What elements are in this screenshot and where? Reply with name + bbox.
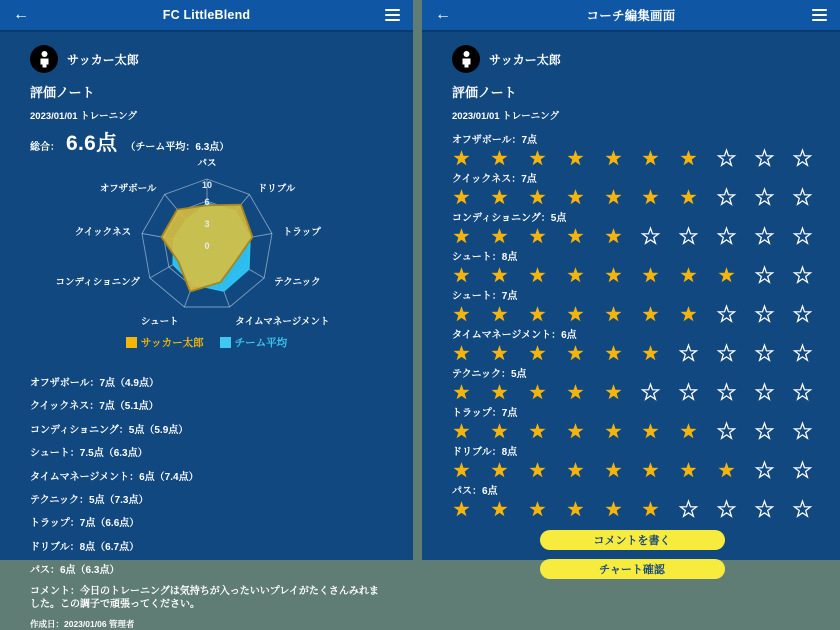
star-filled-icon[interactable]: [452, 149, 471, 168]
star-filled-icon[interactable]: [604, 500, 623, 519]
star-rating: [452, 499, 812, 520]
star-empty-icon[interactable]: [755, 500, 774, 519]
legend-item: [126, 335, 204, 350]
star-filled-icon[interactable]: [566, 266, 585, 285]
radar-chart: [0, 157, 413, 334]
star-filled-icon[interactable]: [490, 422, 509, 441]
skill-score-item: オフザボール：7点（4.9点）: [30, 378, 159, 389]
legend-label: サッカー太郎: [140, 337, 204, 349]
chart-view-screen: [0, 0, 413, 629]
rating-row: [452, 170, 812, 208]
player-name: サッカー太郎: [489, 52, 561, 67]
radar-axis-label: テクニック: [274, 277, 321, 288]
rating-label: トラップ：7点: [452, 408, 518, 419]
star-empty-icon[interactable]: [755, 383, 774, 402]
star-empty-icon[interactable]: [793, 383, 812, 402]
skill-score-item: パス：6点（6.3点）: [30, 565, 120, 577]
star-empty-icon[interactable]: [755, 305, 774, 324]
star-filled-icon[interactable]: [528, 344, 547, 363]
star-filled-icon[interactable]: [528, 266, 547, 285]
note-date: 2023/01/01 トレーニング: [452, 111, 559, 122]
total-score-row: [30, 127, 385, 157]
star-filled-icon[interactable]: [717, 461, 736, 480]
appbar-left: [0, 0, 413, 32]
rating-label: シュート：7点: [452, 291, 518, 302]
star-filled-icon[interactable]: [604, 344, 623, 363]
star-empty-icon[interactable]: [717, 500, 736, 519]
back-arrow-icon[interactable]: ←: [13, 6, 29, 23]
radar-axis-label: コンディショニング: [55, 277, 140, 288]
star-empty-icon[interactable]: [717, 305, 736, 324]
radar-tick-label: 3: [204, 219, 210, 229]
star-filled-icon[interactable]: [490, 149, 509, 168]
star-filled-icon[interactable]: [490, 461, 509, 480]
radar-chart-svg: [0, 157, 413, 329]
rating-row: [452, 482, 812, 520]
rating-row: [452, 443, 812, 481]
person-icon: [36, 50, 53, 68]
star-empty-icon[interactable]: [793, 188, 812, 207]
star-rating: [452, 304, 812, 325]
star-filled-icon[interactable]: [641, 461, 660, 480]
skill-score-item: コンディショニング：5点（5.9点）: [30, 424, 189, 436]
rating-list: [452, 131, 812, 520]
star-empty-icon[interactable]: [679, 500, 698, 519]
rating-row: [452, 131, 812, 169]
star-filled-icon[interactable]: [679, 305, 698, 324]
radar-axis-label: ドリブル: [257, 183, 296, 195]
star-empty-icon[interactable]: [717, 383, 736, 402]
skill-score-item: トラップ：7点（6.6点）: [30, 518, 140, 530]
radar-axis-label: クイックネス: [74, 227, 132, 239]
star-filled-icon[interactable]: [528, 500, 547, 519]
star-filled-icon[interactable]: [566, 227, 585, 246]
note-title: 評価ノート: [30, 85, 95, 100]
skill-score-item: ドリブル：8点（6.7点）: [30, 541, 140, 553]
star-filled-icon[interactable]: [490, 188, 509, 207]
star-filled-icon[interactable]: [679, 461, 698, 480]
star-filled-icon[interactable]: [604, 188, 623, 207]
rating-row: [452, 326, 812, 364]
star-filled-icon[interactable]: [452, 461, 471, 480]
star-rating: [452, 460, 812, 481]
total-score: 6.6点: [66, 132, 118, 155]
star-rating: [452, 382, 812, 403]
star-filled-icon[interactable]: [452, 266, 471, 285]
star-filled-icon[interactable]: [679, 188, 698, 207]
rating-label: ドリブル：8点: [452, 447, 518, 458]
star-filled-icon[interactable]: [528, 461, 547, 480]
star-filled-icon[interactable]: [641, 344, 660, 363]
player-profile: [452, 45, 812, 73]
skill-score-list: [30, 374, 385, 576]
star-filled-icon[interactable]: [452, 305, 471, 324]
person-icon: [458, 50, 475, 68]
star-filled-icon[interactable]: [490, 305, 509, 324]
star-filled-icon[interactable]: [490, 266, 509, 285]
star-empty-icon[interactable]: [793, 149, 812, 168]
skill-score-item: クイックネス：7点（5.1点）: [30, 401, 159, 413]
star-empty-icon[interactable]: [717, 227, 736, 246]
star-empty-icon[interactable]: [717, 149, 736, 168]
app-title: FC LittleBlend: [162, 8, 251, 22]
star-empty-icon[interactable]: [793, 500, 812, 519]
team-average: （チーム平均：6.3点）: [125, 142, 230, 153]
star-filled-icon[interactable]: [604, 305, 623, 324]
star-rating: [452, 187, 812, 208]
created-date: 作成日：2023/01/06 管理者: [30, 618, 135, 629]
screen-title: コーチ編集画面: [586, 9, 676, 23]
star-empty-icon[interactable]: [755, 422, 774, 441]
player-avatar-icon: [30, 45, 58, 73]
star-filled-icon[interactable]: [604, 266, 623, 285]
appbar-right: [422, 0, 840, 32]
star-filled-icon[interactable]: [641, 422, 660, 441]
star-filled-icon[interactable]: [452, 344, 471, 363]
star-empty-icon[interactable]: [717, 344, 736, 363]
check-chart-button[interactable]: チャート確認: [540, 559, 725, 579]
star-filled-icon[interactable]: [528, 305, 547, 324]
write-comment-button[interactable]: コメントを書く: [540, 530, 725, 550]
star-filled-icon[interactable]: [641, 500, 660, 519]
player-avatar-icon: [452, 45, 480, 73]
star-filled-icon[interactable]: [452, 227, 471, 246]
radar-axis-label: パス: [197, 158, 217, 169]
total-label: 総合：: [30, 142, 60, 153]
player-name: サッカー太郎: [67, 52, 139, 67]
star-empty-icon[interactable]: [793, 461, 812, 480]
skill-score-item: シュート：7.5点（6.3点）: [30, 448, 148, 460]
radar-axis-label: トラップ: [282, 227, 321, 239]
star-rating: [452, 265, 812, 286]
star-filled-icon[interactable]: [679, 266, 698, 285]
star-empty-icon[interactable]: [717, 188, 736, 207]
star-filled-icon[interactable]: [490, 227, 509, 246]
star-filled-icon[interactable]: [566, 188, 585, 207]
legend-swatch: [126, 337, 137, 348]
star-filled-icon[interactable]: [717, 266, 736, 285]
star-empty-icon[interactable]: [793, 227, 812, 246]
star-filled-icon[interactable]: [528, 422, 547, 441]
star-empty-icon[interactable]: [793, 266, 812, 285]
star-filled-icon[interactable]: [566, 344, 585, 363]
star-empty-icon[interactable]: [755, 149, 774, 168]
star-filled-icon[interactable]: [641, 305, 660, 324]
hamburger-menu-icon[interactable]: [812, 9, 827, 22]
rating-row: [452, 404, 812, 442]
star-filled-icon[interactable]: [679, 149, 698, 168]
star-filled-icon[interactable]: [641, 266, 660, 285]
rating-row: [452, 287, 812, 325]
rating-row: [452, 365, 812, 403]
star-filled-icon[interactable]: [604, 227, 623, 246]
rating-label: パス：6点: [452, 486, 498, 497]
legend-item: [220, 335, 288, 350]
action-buttons: [452, 530, 812, 579]
coach-edit-screen: [422, 0, 840, 576]
star-filled-icon[interactable]: [604, 383, 623, 402]
player-profile: [30, 45, 385, 73]
star-filled-icon[interactable]: [604, 422, 623, 441]
radar-tick-label: 6: [204, 197, 210, 207]
chart-legend: [0, 335, 413, 350]
star-filled-icon[interactable]: [452, 500, 471, 519]
rating-label: オフザボール：7点: [452, 135, 538, 146]
star-filled-icon[interactable]: [566, 422, 585, 441]
radar-axis-label: タイムマネージメント: [235, 316, 330, 328]
skill-score-item: テクニック：5点（7.3点）: [30, 494, 149, 506]
star-filled-icon[interactable]: [566, 461, 585, 480]
radar-axis-label: オフザボール: [99, 183, 157, 195]
coach-comment: コメント：今日のトレーニングは気持ちが入ったいいプレイがたくさんみれました。この調子で頑張ってください。: [30, 585, 379, 610]
star-empty-icon[interactable]: [717, 422, 736, 441]
star-empty-icon[interactable]: [755, 461, 774, 480]
star-empty-icon[interactable]: [793, 344, 812, 363]
rating-row: [452, 209, 812, 247]
star-filled-icon[interactable]: [566, 383, 585, 402]
star-empty-icon[interactable]: [755, 266, 774, 285]
star-filled-icon[interactable]: [528, 227, 547, 246]
star-filled-icon[interactable]: [566, 500, 585, 519]
legend-swatch: [220, 337, 231, 348]
star-empty-icon[interactable]: [641, 383, 660, 402]
star-rating: [452, 226, 812, 247]
star-empty-icon[interactable]: [755, 227, 774, 246]
skill-score-item: タイムマネージメント：6点（7.4点）: [30, 471, 199, 483]
radar-tick-label: 0: [204, 241, 210, 251]
star-empty-icon[interactable]: [679, 344, 698, 363]
rating-label: シュート：8点: [452, 252, 518, 263]
star-filled-icon[interactable]: [490, 500, 509, 519]
note-date: 2023/01/01 トレーニング: [30, 111, 137, 122]
radar-tick-label: 10: [201, 180, 213, 190]
star-filled-icon[interactable]: [641, 149, 660, 168]
star-filled-icon[interactable]: [528, 383, 547, 402]
star-filled-icon[interactable]: [604, 149, 623, 168]
star-filled-icon[interactable]: [452, 383, 471, 402]
star-empty-icon[interactable]: [679, 383, 698, 402]
rating-label: タイムマネージメント：6点: [452, 330, 577, 341]
legend-label: チーム平均: [234, 337, 288, 349]
star-filled-icon[interactable]: [566, 149, 585, 168]
star-filled-icon[interactable]: [528, 149, 547, 168]
star-rating: [452, 421, 812, 442]
star-rating: [452, 148, 812, 169]
star-rating: [452, 343, 812, 364]
star-empty-icon[interactable]: [793, 422, 812, 441]
star-filled-icon[interactable]: [528, 188, 547, 207]
star-filled-icon[interactable]: [490, 383, 509, 402]
rating-row: [452, 248, 812, 286]
star-filled-icon[interactable]: [641, 188, 660, 207]
star-filled-icon[interactable]: [566, 305, 585, 324]
star-empty-icon[interactable]: [755, 344, 774, 363]
star-filled-icon[interactable]: [604, 461, 623, 480]
hamburger-menu-icon[interactable]: [385, 9, 400, 22]
note-title: 評価ノート: [452, 85, 517, 100]
star-empty-icon[interactable]: [679, 227, 698, 246]
star-filled-icon[interactable]: [452, 422, 471, 441]
rating-label: クイックネス：7点: [452, 174, 537, 185]
star-filled-icon[interactable]: [490, 344, 509, 363]
star-filled-icon[interactable]: [452, 188, 471, 207]
rating-label: コンディショニング：5点: [452, 213, 567, 224]
star-empty-icon[interactable]: [793, 305, 812, 324]
radar-axis-label: シュート: [140, 316, 179, 328]
rating-label: テクニック：5点: [452, 369, 527, 380]
star-empty-icon[interactable]: [755, 188, 774, 207]
back-arrow-icon[interactable]: ←: [435, 6, 451, 23]
star-filled-icon[interactable]: [679, 422, 698, 441]
star-empty-icon[interactable]: [641, 227, 660, 246]
